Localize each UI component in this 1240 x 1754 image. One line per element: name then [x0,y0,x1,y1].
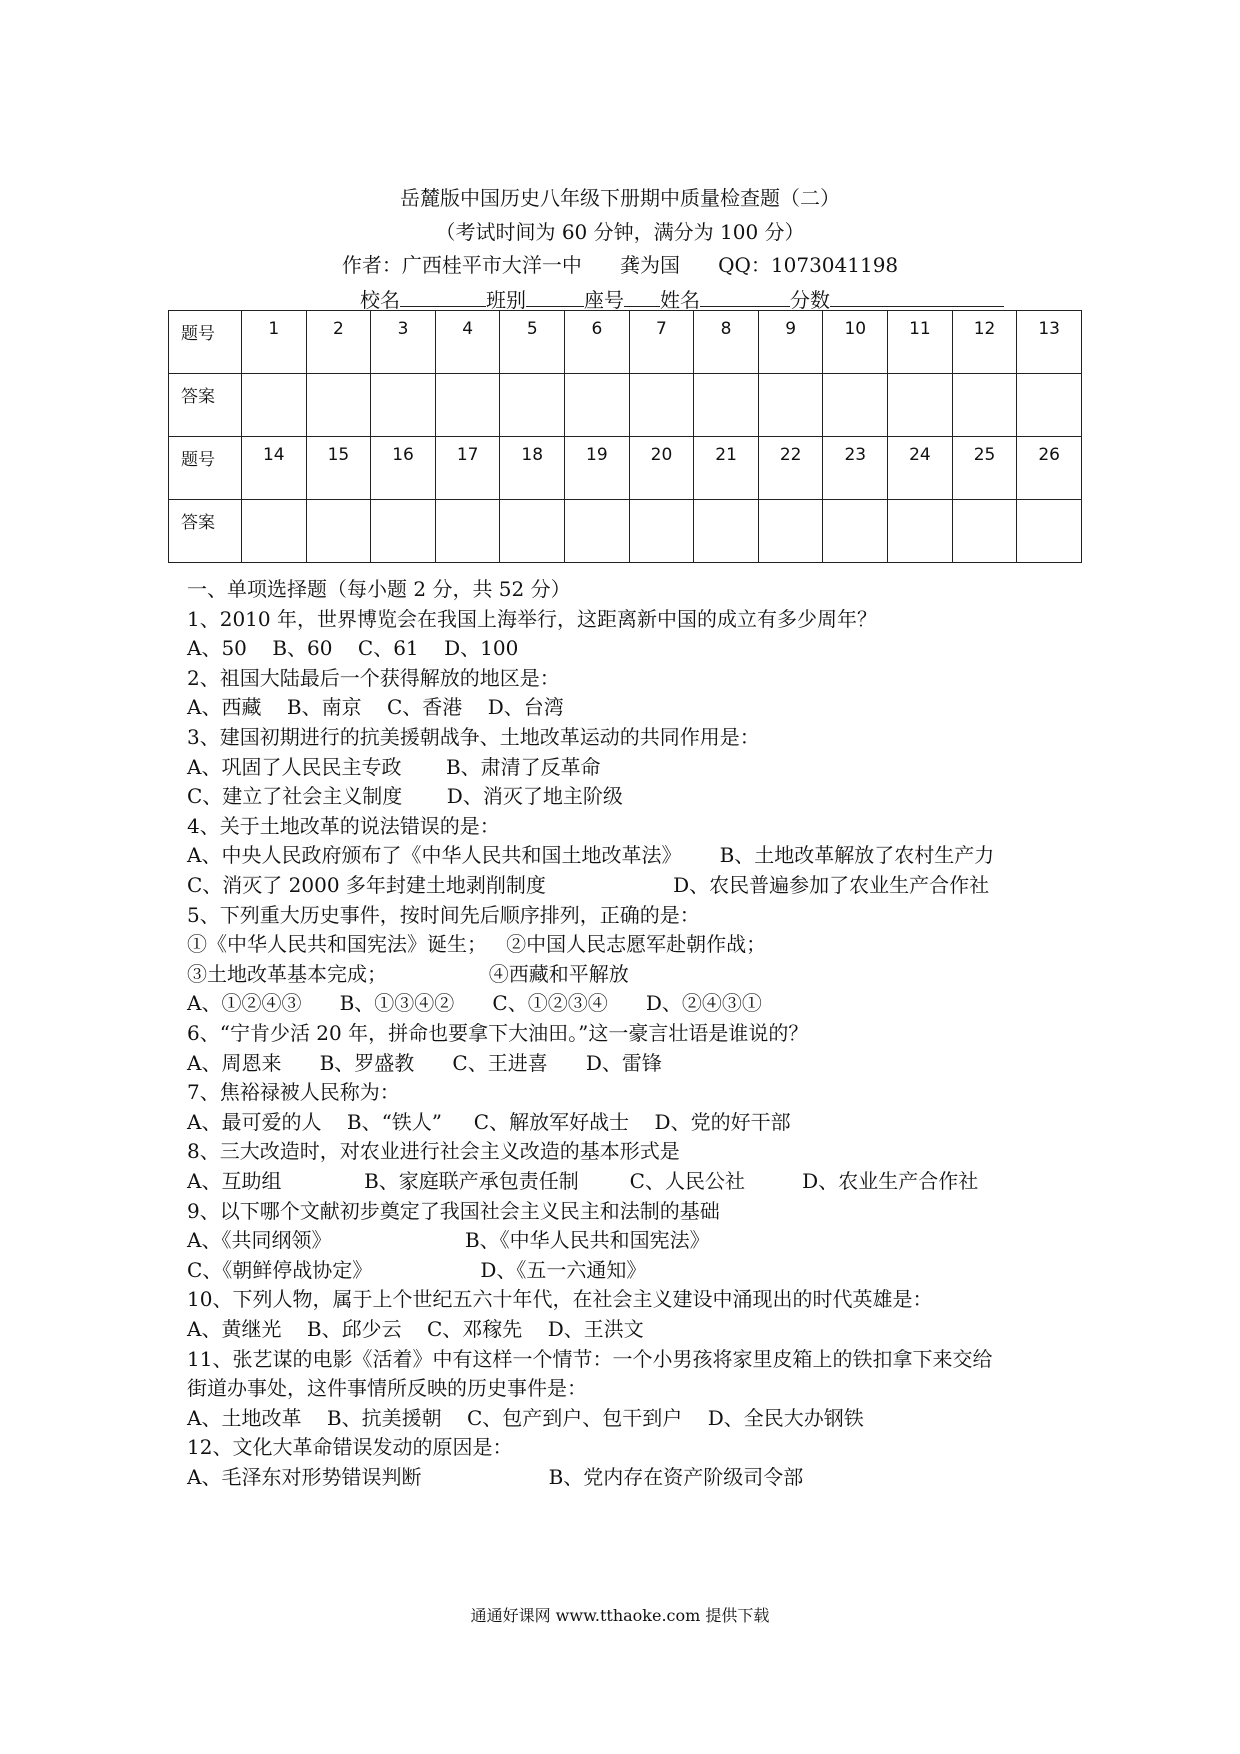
class-label: 班别 [486,288,526,312]
question-line: ①《中华人民共和国宪法》诞生； ②中国人民志愿军赴朝作战； [187,932,767,957]
answer-cell[interactable] [500,374,565,437]
question-line: ③土地改革基本完成； ④西藏和平解放 [187,961,629,986]
question-line: A、互助组 B、家庭联产承包责任制 C、人民公社 D、农业生产合作社 [187,1169,979,1193]
school-field[interactable] [400,284,486,307]
question-line: A、周恩来 B、罗盛教 C、王进喜 D、雷锋 [187,1050,662,1075]
answer-cell[interactable] [435,374,500,437]
author-line: 作者：广西桂平市大洋一中 龚为国 QQ：1073041198 [341,253,899,277]
answer-cell[interactable] [565,374,630,437]
question-line: 3、建国初期进行的抗美援朝战争、土地改革运动的共同作用是： [187,725,760,749]
question-number-cell: 6 [565,311,630,374]
question-number-cell: 15 [306,437,371,500]
question-number-cell: 19 [565,437,630,500]
question-line: 街道办事处，这件事情所反映的历史事件是： [187,1376,587,1401]
answer-cell[interactable] [500,500,565,563]
question-number-cell: 26 [1017,437,1082,500]
answer-cell[interactable] [888,374,953,437]
question-line: A、《共同纲领》 B、《中华人民共和国宪法》 [187,1228,710,1253]
answer-cell[interactable] [306,500,371,563]
seat-field[interactable] [624,284,660,307]
question-line: 8、三大改造时，对农业进行社会主义改造的基本形式是 [187,1139,680,1164]
answer-cell[interactable] [823,500,888,563]
question-line: A、中央人民政府颁布了《中华人民共和国土地改革法》 B、土地改革解放了农村生产力 [187,843,995,868]
answer-cell[interactable] [952,500,1017,563]
answer-cell[interactable] [371,374,436,437]
question-line: A、毛泽东对形势错误判断 B、党内存在资产阶级司令部 [187,1465,804,1489]
answer-cell[interactable] [694,500,759,563]
question-line: 9、以下哪个文献初步奠定了我国社会主义民主和法制的基础 [187,1198,720,1223]
answer-grid-number-row [169,437,1082,500]
score-label: 分数 [790,288,830,312]
question-line: 11、张艺谋的电影《活着》中有这样一个情节：一个小男孩将家里皮箱上的铁扣拿下来交给 [187,1346,993,1371]
question-line: A、50 B、60 C、61 D、100 [187,636,519,661]
question-number-cell: 22 [758,437,823,500]
question-line: 2、祖国大陆最后一个获得解放的地区是： [187,665,560,690]
name-label: 姓名 [660,288,700,312]
answer-cell[interactable] [694,374,759,437]
question-number-cell: 5 [500,311,565,374]
question-line: C、消灭了 2000 多年封建土地剥削制度 D、农民普遍参加了农业生产合作社 [187,873,990,897]
question-number-cell: 17 [435,437,500,500]
question-number-cell: 25 [952,437,1017,500]
school-label: 校名 [360,288,400,312]
question-number-cell: 20 [629,437,694,500]
question-number-cell: 3 [371,311,436,374]
answer-cell[interactable] [242,500,307,563]
answer-cell[interactable] [629,500,694,563]
question-line: 7、焦裕禄被人民称为： [187,1080,400,1105]
question-number-cell: 7 [629,311,694,374]
question-number-cell: 16 [371,437,436,500]
answer-cell[interactable] [823,374,888,437]
question-line: A、西藏 B、南京 C、香港 D、台湾 [187,695,564,720]
answer-cell[interactable] [952,374,1017,437]
question-line: 6、“宁肯少活 20 年，拼命也要拿下大油田。”这一豪言壮语是谁说的？ [187,1021,809,1045]
score-field[interactable] [830,284,1004,307]
question-number-cell: 12 [952,311,1017,374]
answer-row-label: 答案 [169,374,242,437]
question-line: 1、2010 年，世界博览会在我国上海举行，这距离新中国的成立有多少周年？ [187,606,877,631]
question-line: A、最可爱的人 B、“铁人” C、解放军好战士 D、党的好干部 [187,1109,791,1134]
question-number-cell: 2 [306,311,371,374]
question-number-cell: 13 [1017,311,1082,374]
name-field[interactable] [700,284,790,307]
answer-grid-number-row [169,311,1082,374]
section-heading: 一、单项选择题（每小题 2 分，共 52 分） [187,577,571,601]
class-field[interactable] [526,284,584,307]
answer-grid-answer-row [169,500,1082,563]
footer-text: 通通好课网 www.tthaoke.com 提供下载 [470,1606,770,1625]
answer-cell[interactable] [758,374,823,437]
exam-title: 岳麓版中国历史八年级下册期中质量检查题（二） [400,186,840,210]
question-line: C、建立了社会主义制度 D、消灭了地主阶级 [187,784,623,809]
answer-cell[interactable] [629,374,694,437]
question-line: 12、文化大革命错误发动的原因是： [187,1435,513,1460]
answer-cell[interactable] [1017,374,1082,437]
question-line: 4、关于土地改革的说法错误的是： [187,813,500,838]
number-row-label: 题号 [169,437,242,500]
number-row-label: 题号 [169,311,242,374]
question-line: 10、下列人物，属于上个世纪五六十年代，在社会主义建设中涌现出的时代英雄是： [187,1287,933,1312]
answer-cell[interactable] [306,374,371,437]
answer-row-label: 答案 [169,500,242,563]
question-number-cell: 23 [823,437,888,500]
question-number-cell: 8 [694,311,759,374]
question-line: A、①②④③ B、①③④② C、①②③④ D、②④③① [187,991,762,1016]
question-number-cell: 21 [694,437,759,500]
question-number-cell: 1 [242,311,307,374]
question-number-cell: 9 [758,311,823,374]
question-number-cell: 10 [823,311,888,374]
answer-cell[interactable] [888,500,953,563]
question-number-cell: 18 [500,437,565,500]
question-line: A、土地改革 B、抗美援朝 C、包产到户、包干到户 D、全民大办钢铁 [187,1405,864,1430]
question-number-cell: 24 [888,437,953,500]
seat-label: 座号 [584,288,624,312]
question-number-cell: 4 [435,311,500,374]
answer-grid [168,310,1082,563]
answer-cell[interactable] [758,500,823,563]
question-line: 5、下列重大历史事件，按时间先后顺序排列，正确的是： [187,902,700,927]
question-line: A、巩固了人民民主专政 B、肃清了反革命 [187,754,601,779]
question-number-cell: 11 [888,311,953,374]
question-line: A、黄继光 B、邱少云 C、邓稼先 D、王洪文 [187,1317,644,1341]
question-line: C、《朝鲜停战协定》 D、《五一六通知》 [187,1257,647,1282]
answer-cell[interactable] [371,500,436,563]
answer-cell[interactable] [1017,500,1082,563]
answer-cell[interactable] [435,500,500,563]
question-number-cell: 14 [242,437,307,500]
answer-cell[interactable] [565,500,630,563]
answer-cell[interactable] [242,374,307,437]
exam-subtitle: （考试时间为 60 分钟，满分为 100 分） [435,220,805,244]
answer-grid-answer-row [169,374,1082,437]
